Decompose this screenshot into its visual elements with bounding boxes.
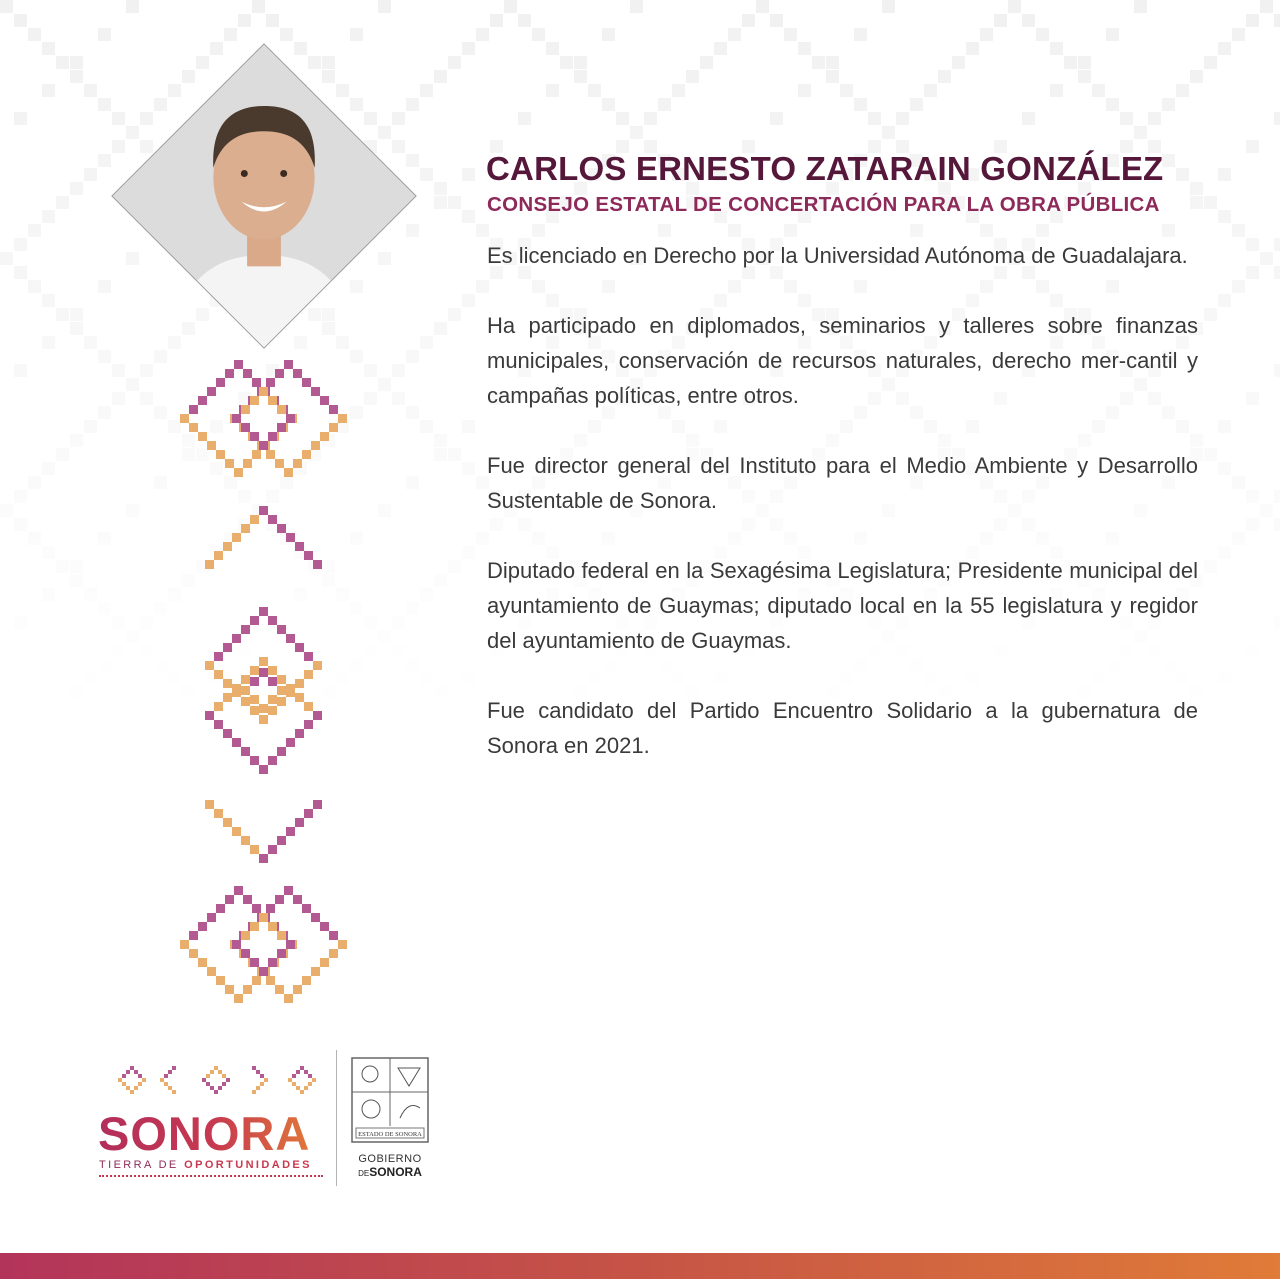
bio-paragraph: Es licenciado en Derecho por la Universidad Autónoma de Guadalajara. — [487, 243, 1188, 268]
diamond-motif — [180, 360, 347, 477]
government-label-line1: GOBIERNO — [358, 1153, 422, 1165]
diamond-motif — [205, 607, 322, 774]
diamond-motif — [180, 886, 347, 1003]
position-title: CONSEJO ESTATAL DE CONCERTACIÓN PARA LA OBRA PÚBLICA — [487, 193, 1160, 216]
tagline-dotted-rule — [99, 1175, 323, 1177]
biography — [487, 238, 1198, 798]
bio-paragraph: Ha participado en diplomados, seminarios y talleres sobre finanzas municipales, conservación de recursos naturales, derecho mer-cantil y campañas políticas, entre otros. — [487, 313, 1198, 408]
tagline-bold: OPORTUNIDADES — [184, 1159, 312, 1171]
shield-label: ESTADO DE SONORA — [358, 1131, 422, 1138]
logo-area — [96, 1050, 446, 1190]
person-name: CARLOS ERNESTO ZATARAIN GONZÁLEZ — [486, 150, 1164, 187]
bio-paragraph: Diputado federal en la Sexagésima Legislatura; Presidente municipal del ayuntamiento de Guaymas; diputado local en la 55 legislatura y regidor del ayuntamiento de Guaymas. — [487, 558, 1198, 653]
sonora-logo-motif — [112, 1060, 322, 1100]
bio-paragraph: Fue candidato del Partido Encuentro Solidario a la gubernatura de Sonora en 2021. — [487, 698, 1198, 758]
logo-divider — [336, 1050, 337, 1186]
sonora-brand-word: SONORA — [98, 1107, 311, 1160]
tagline-plain: TIERRA DE — [99, 1159, 185, 1171]
state-shield-icon — [350, 1056, 430, 1148]
government-label-line2: DESONORA — [358, 1165, 422, 1179]
bottom-gradient-bar — [0, 1253, 1280, 1279]
chevron-down-motif — [205, 800, 322, 863]
decorative-motif-column — [176, 356, 356, 1016]
chevron-up-motif — [205, 506, 322, 569]
bio-paragraph: Fue director general del Instituto para el Medio Ambiente y Desarrollo Sustentable de Sonora. — [487, 453, 1198, 513]
sonora-tagline — [99, 1159, 312, 1171]
